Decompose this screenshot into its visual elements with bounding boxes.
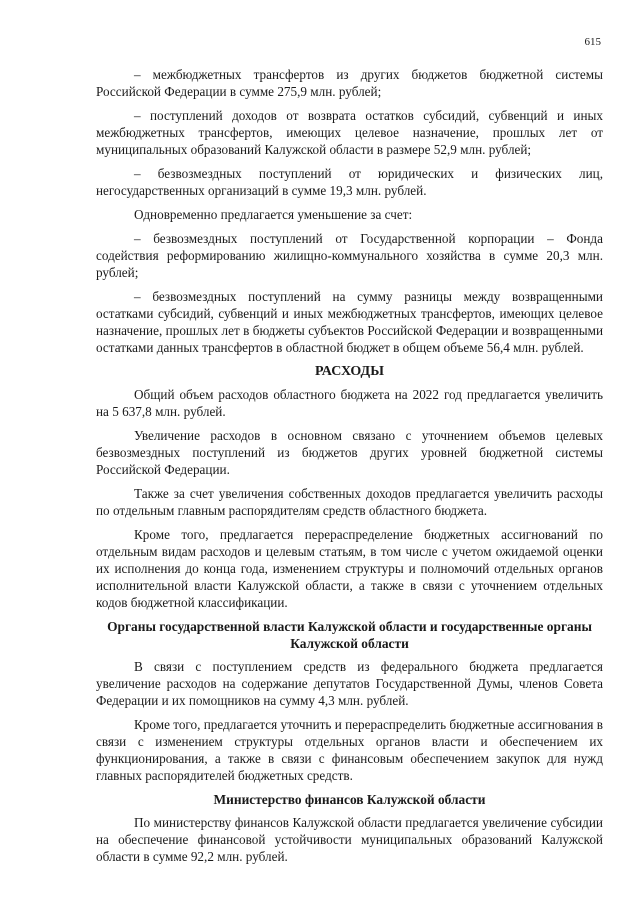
paragraph-reduction-intro: Одновременно предлагается уменьшение за счет: bbox=[134, 207, 413, 222]
section-heading-state-organs: Органы государственной власти Калужской области и государственные органы Калужской области bbox=[107, 619, 592, 651]
paragraph-transfers: – межбюджетных трансфертов из других бюджетов бюджетной системы Российской Федерации в сумме 275,9 млн. рублей; bbox=[96, 67, 603, 99]
paragraph-duma-deputies: В связи с поступлением средств из федерального бюджета предлагается увеличение расходов на содержание депутатов Государственной Думы, членов Совета Федерации и их помощников на сумму 4,3 млн. рублей. bbox=[96, 659, 603, 708]
paragraph-returned-balances: – безвозмездных поступлений на сумму разницы между возвращенными остатками субсидий, субвенций и иных межбюджетных трансфертов, имеющих целевое назначение, прошлых лет в бюджеты субъектов Российской Федерации и возвращенными остатками данных трансфертов в областной бюджет в общем объеме 56,4 млн. рублей. bbox=[96, 289, 603, 355]
paragraph-expense-reason: Увеличение расходов в основном связано с уточнением объемов целевых безвозмездных поступлений из бюджетов других уровней бюджетной системы Российской Федерации. bbox=[96, 428, 603, 477]
paragraph-housing-fund: – безвозмездных поступлений от Государственной корпорации – Фонда содействия реформированию жилищно-коммунального хозяйства в сумме 20,3 млн. рублей; bbox=[96, 231, 603, 280]
paragraph-structure-changes: Кроме того, предлагается уточнить и перераспределить бюджетные ассигнования в связи с изменением структуры отдельных органов власти и обеспечением их функционирования, а также в связи с финансовым обеспечением закупок для нужд главных распорядителей бюджетных средств. bbox=[96, 717, 603, 783]
paragraph-subsidy-returns: – поступлений доходов от возврата остатков субсидий, субвенций и иных межбюджетных трансфертов, имеющих целевое назначение, прошлых лет от муниципальных образований Калужской области в размере 52,9 млн. рублей; bbox=[96, 108, 603, 157]
paragraph-total-expenses: Общий объем расходов областного бюджета на 2022 год предлагается увеличить на 5 637,8 млн. рублей. bbox=[96, 387, 603, 419]
section-heading-finance-ministry: Министерство финансов Калужской области bbox=[213, 792, 486, 807]
paragraph-own-revenue: Также за счет увеличения собственных доходов предлагается увеличить расходы по отдельным главным распорядителям средств областного бюджета. bbox=[96, 486, 603, 518]
paragraph-reallocation: Кроме того, предлагается перераспределение бюджетных ассигнований по отдельным видам расходов и целевым статьям, в том числе с учетом ожидаемой оценки их исполнения до конца года, изменением структуры и полномочий отдельных органов исполнительной власти Калужской области, а также в связи с уточнением отдельных кодов бюджетной классификации. bbox=[96, 527, 603, 610]
paragraph-gratuitous-receipts: – безвозмездных поступлений от юридических и физических лиц, негосударственных организаций в сумме 19,3 млн. рублей. bbox=[96, 166, 603, 198]
section-heading-expenses: РАСХОДЫ bbox=[315, 364, 384, 379]
document-body bbox=[96, 66, 603, 872]
paragraph-financial-stability: По министерству финансов Калужской области предлагается увеличение субсидии на обеспечение финансовой устойчивости муниципальных образований Калужской области в сумме 92,2 млн. рублей. bbox=[96, 815, 603, 864]
page-number: 615 bbox=[584, 36, 601, 48]
